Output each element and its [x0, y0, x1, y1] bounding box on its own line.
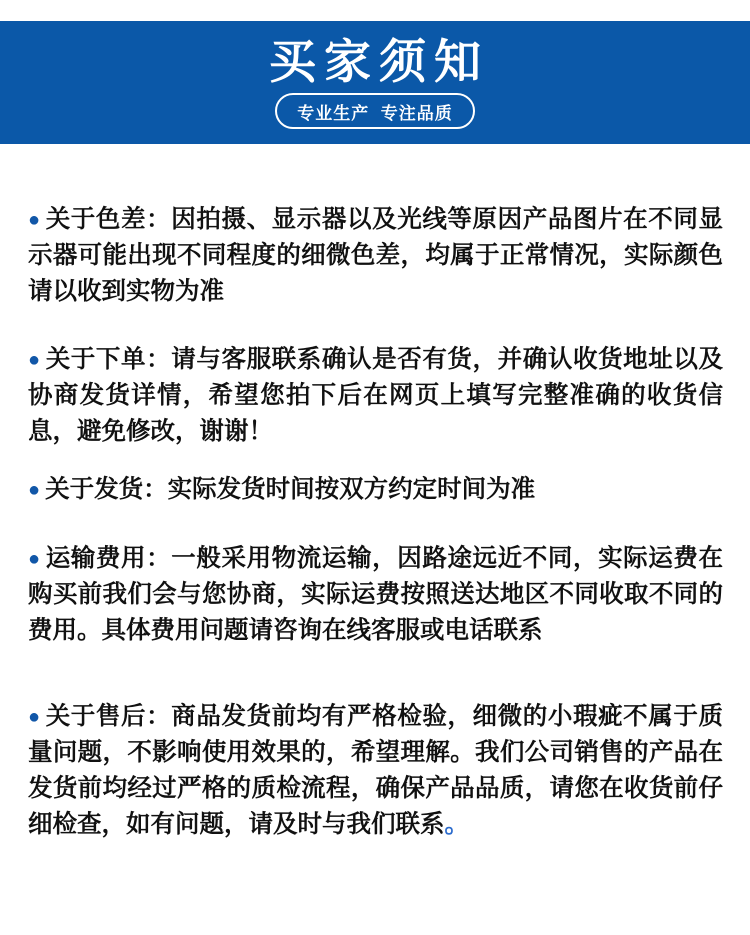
notice-item-shipping — [28, 472, 723, 508]
bullet-icon: ● — [28, 706, 41, 728]
notice-text: 商品发货前均有严格检验，细微的小瑕疵不属于质量问题，不影响使用效果的，希望理解。我们公司销售的产品在发货前均经过严格的质检流程，确保产品品质，请您在收货前仔细检查，如有问题，请及时与我们联系 — [28, 703, 724, 838]
notice-label: 关于售后： — [45, 703, 172, 730]
notice-text: 一般采用物流运输，因路途远近不同，实际运费在购买前我们会与您协商，实际运费按照送达地区不同收取不同的费用。具体费用问题请咨询在线客服或电话联系 — [28, 545, 724, 644]
bullet-icon: ● — [28, 209, 41, 231]
quality-badge — [275, 93, 474, 129]
notice-label: 运输费用： — [45, 545, 172, 572]
notice-label: 关于色差： — [45, 206, 172, 233]
quality-badge-text: 专业生产 专注品质 — [297, 103, 453, 123]
notice-item-after-sales — [28, 699, 723, 843]
top-white-strip — [0, 0, 750, 21]
notice-item-color-difference — [28, 202, 723, 310]
notice-label: 关于下单： — [45, 346, 172, 373]
notice-text: 实际发货时间按双方约定时间为准 — [167, 476, 536, 503]
page-title: 买家须知 — [269, 35, 489, 88]
notice-text: 请与客服联系确认是否有货，并确认收货地址以及协商发货详情，希望您拍下后在网页上填写完整准确的收货信息，避免修改，谢谢！ — [28, 346, 724, 445]
notice-suffix: 。 — [444, 811, 469, 838]
bullet-icon: ● — [28, 548, 41, 570]
bullet-icon: ● — [28, 479, 41, 501]
notice-item-freight-cost — [28, 541, 723, 649]
notice-text: 因拍摄、显示器以及光线等原因产品图片在不同显示器可能出现不同程度的细微色差，均属于正常情况，实际颜色请以收到实物为准 — [28, 206, 724, 305]
notice-label: 关于发货： — [45, 476, 168, 503]
header-banner — [0, 21, 750, 144]
notice-item-ordering — [28, 342, 723, 450]
notice-list — [0, 202, 750, 843]
bullet-icon: ● — [28, 349, 41, 371]
